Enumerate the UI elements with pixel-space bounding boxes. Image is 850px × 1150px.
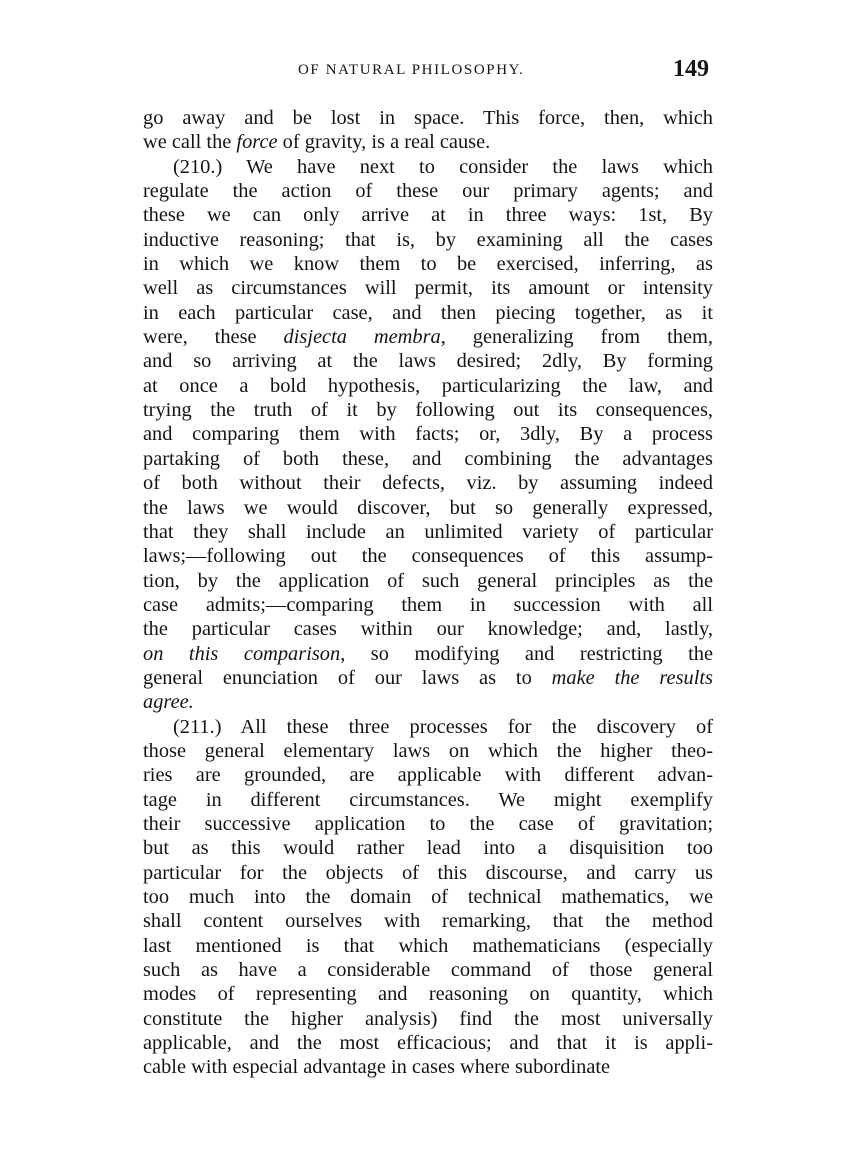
text-run: tage in different circumstances. We might exemplify xyxy=(143,788,713,811)
text-run: well as circumstances will permit, its amount or intensity xyxy=(143,277,713,300)
running-title: OF NATURAL PHILOSOPHY. xyxy=(298,62,525,78)
text-run: but as this would rather lead into a disquisition too xyxy=(143,837,713,860)
text-line xyxy=(143,982,713,1006)
text-line xyxy=(143,1055,713,1079)
text-run: regulate the action of these our primary agents; and xyxy=(143,180,713,203)
text-line xyxy=(143,520,713,544)
paragraph xyxy=(143,106,713,155)
text-line xyxy=(143,617,713,641)
italic-run: on this comparison xyxy=(143,642,341,665)
paragraph xyxy=(143,155,713,715)
text-run: the laws we would discover, but so generally expressed, xyxy=(143,496,713,519)
text-line xyxy=(143,569,713,593)
text-line xyxy=(143,788,713,812)
text-line xyxy=(143,544,713,568)
text-line xyxy=(143,836,713,860)
text-run: these we can only arrive at in three ways: 1st, By xyxy=(143,204,713,227)
text-line xyxy=(143,374,713,398)
text-run: of both without their defects, viz. by assuming indeed xyxy=(143,472,713,495)
text-run: last mentioned is that which mathematicians (especially xyxy=(143,934,713,957)
text-run: , generalizing from them, xyxy=(440,326,713,349)
text-run: too much into the domain of technical mathematics, we xyxy=(143,886,713,908)
text-run: the particular cases within our knowledge; and, lastly, xyxy=(143,618,713,641)
text-run: we call the xyxy=(143,131,237,154)
page-number: 149 xyxy=(673,56,709,82)
text-run: were, these xyxy=(143,326,284,349)
text-line xyxy=(143,909,713,933)
text-line xyxy=(143,812,713,836)
text-run: partaking of both these, and combining the advantages xyxy=(143,447,713,470)
text-run: in which we know them to be exercised, inferring, as xyxy=(143,253,713,276)
text-run: such as have a considerable command of those general xyxy=(143,959,713,982)
text-run: modes of representing and reasoning on quantity, which xyxy=(143,983,713,1006)
text-run: in each particular case, and then piecing together, as it xyxy=(143,301,713,324)
text-line xyxy=(143,471,713,495)
text-run: their successive application to the case of gravitation; xyxy=(143,812,713,835)
text-run: (211.) All these three processes for the discovery of xyxy=(173,715,713,738)
text-run: particular for the objects of this discourse, and carry us xyxy=(143,861,713,884)
text-run: trying the truth of it by following out its consequences, xyxy=(143,399,713,422)
text-line xyxy=(143,447,713,471)
text-line xyxy=(143,155,713,179)
text-run: and so arriving at the laws desired; 2dly, By forming xyxy=(143,350,713,373)
text-run: of gravity, is a real cause. xyxy=(277,131,491,154)
text-run: at once a bold hypothesis, particularizing the law, and xyxy=(143,374,713,397)
text-line xyxy=(143,130,713,154)
text-run: applicable, and the most efficacious; and that it is appli- xyxy=(143,1032,713,1055)
text-line xyxy=(143,958,713,982)
text-run: inductive reasoning; that is, by examining all the cases xyxy=(143,228,713,251)
body-text xyxy=(143,106,713,1080)
text-run: go away and be lost in space. This force, then, which xyxy=(143,107,713,129)
text-run: (210.) We have next to consider the laws which xyxy=(173,155,713,178)
text-run: tion, by the application of such general principles as the xyxy=(143,569,713,592)
text-line xyxy=(143,934,713,958)
text-line xyxy=(143,690,713,714)
italic-run: make the results xyxy=(551,666,713,689)
text-line xyxy=(143,642,713,666)
text-line xyxy=(143,593,713,617)
text-run: shall content ourselves with remarking, that the method xyxy=(143,910,713,933)
text-run: laws;—following out the consequences of this assump- xyxy=(143,545,713,568)
italic-run: agree. xyxy=(143,691,194,714)
text-line xyxy=(143,885,713,909)
italic-run: force xyxy=(236,131,278,154)
text-line xyxy=(143,203,713,227)
text-run: that they shall include an unlimited variety of particular xyxy=(143,520,713,543)
text-line xyxy=(143,861,713,885)
text-line xyxy=(143,1031,713,1055)
text-run: constitute the higher analysis) find the most universally xyxy=(143,1007,713,1030)
text-line xyxy=(143,349,713,373)
text-run: ries are grounded, are applicable with different advan- xyxy=(143,764,713,787)
text-run: , so modifying and restricting the xyxy=(340,642,713,665)
text-line xyxy=(143,106,713,130)
text-line xyxy=(143,715,713,739)
text-run: those general elementary laws on which the higher theo- xyxy=(143,739,713,762)
text-line xyxy=(143,179,713,203)
text-line xyxy=(143,398,713,422)
text-line xyxy=(143,1007,713,1031)
text-line xyxy=(143,496,713,520)
text-line xyxy=(143,739,713,763)
text-line xyxy=(143,325,713,349)
text-line xyxy=(143,228,713,252)
running-head xyxy=(143,58,713,88)
text-line xyxy=(143,763,713,787)
text-line xyxy=(143,276,713,300)
text-run: cable with especial advantage in cases where subordinate xyxy=(143,1056,611,1079)
text-run: and comparing them with facts; or, 3dly, By a process xyxy=(143,423,713,446)
text-line xyxy=(143,301,713,325)
text-line xyxy=(143,666,713,690)
text-line xyxy=(143,422,713,446)
text-line xyxy=(143,252,713,276)
italic-run: disjecta membra xyxy=(283,326,441,349)
text-run: case admits;—comparing them in succession with all xyxy=(143,593,713,616)
paragraph xyxy=(143,715,713,1080)
text-run: general enunciation of our laws as to xyxy=(143,666,552,689)
